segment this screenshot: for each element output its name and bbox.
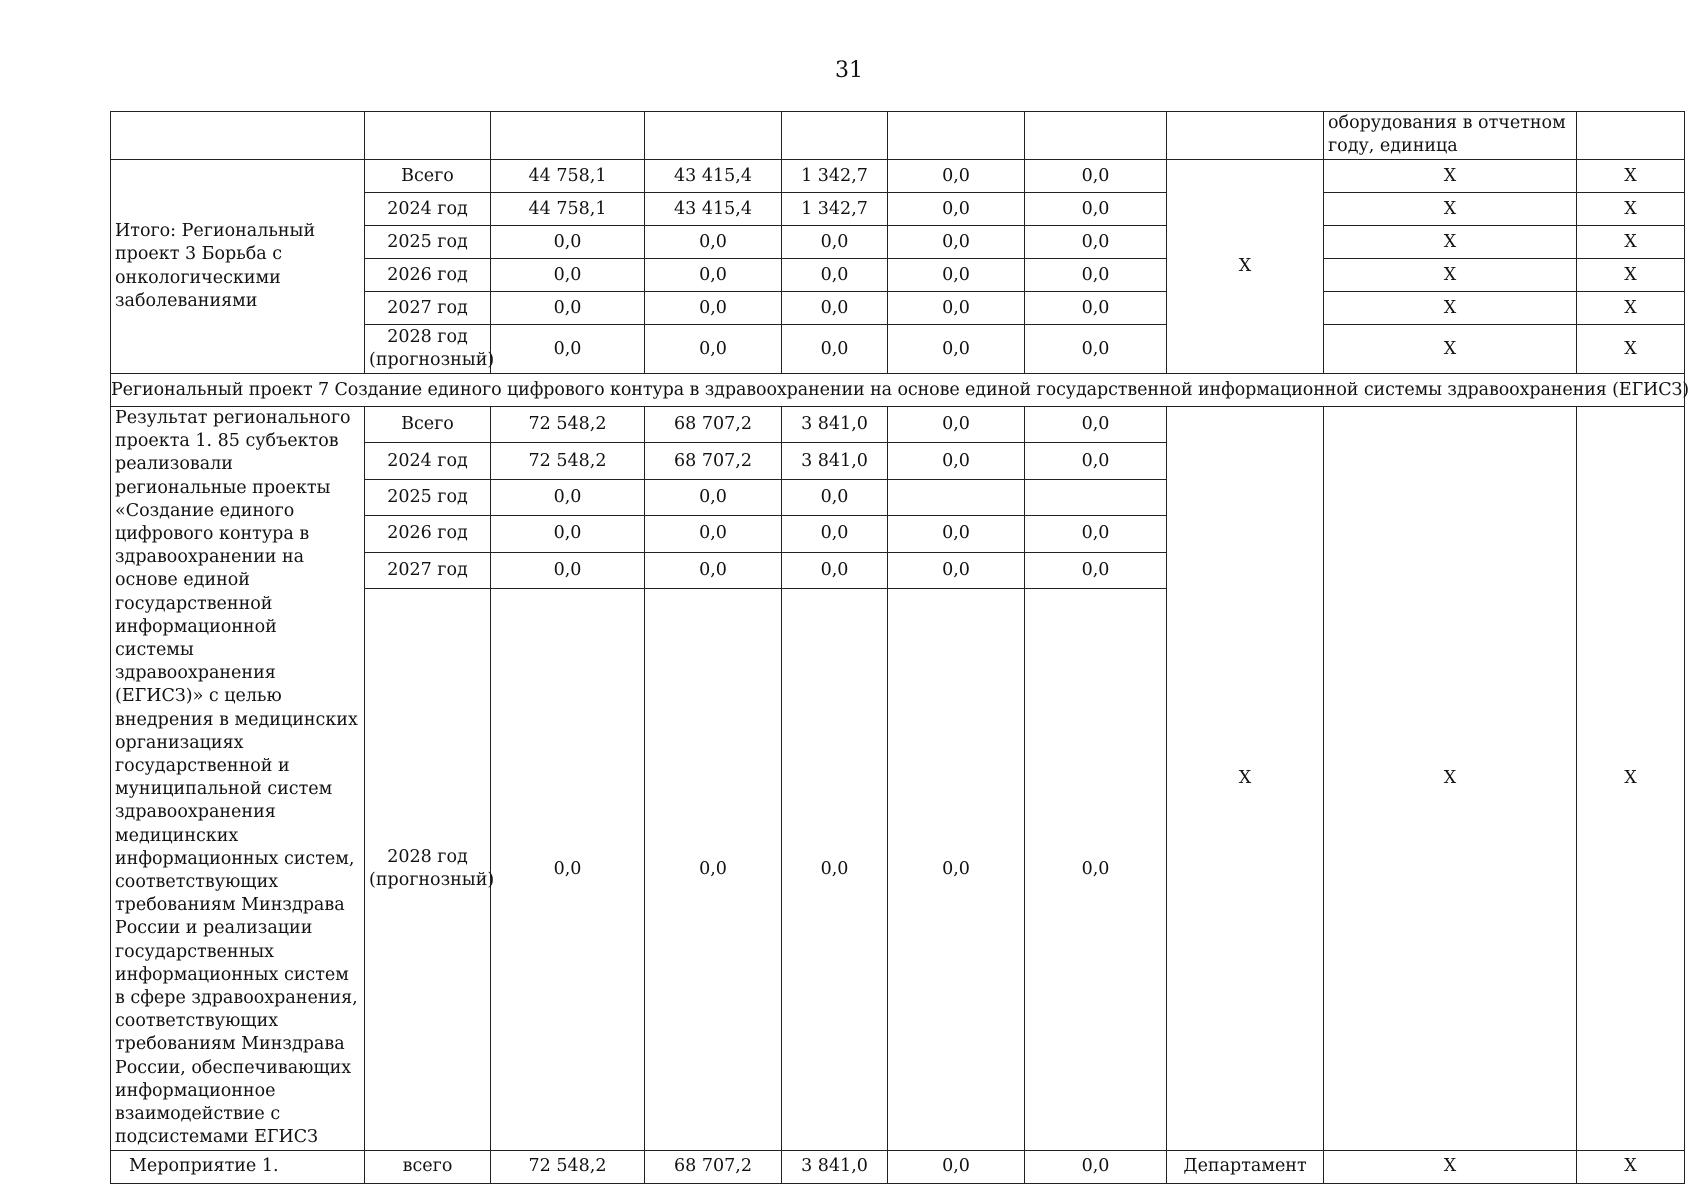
value-cell: 0,0: [888, 259, 1025, 292]
value-cell: 0,0: [491, 226, 645, 259]
value-cell: 3 841,0: [782, 407, 888, 443]
value-cell: 0,0: [782, 325, 888, 374]
value-cell: 0,0: [782, 479, 888, 515]
value-cell: 0,0: [1025, 588, 1167, 1150]
value-cell: 0,0: [491, 588, 645, 1150]
value-cell: 0,0: [1025, 552, 1167, 588]
value-cell: 0,0: [888, 407, 1025, 443]
value-cell: 72 548,2: [491, 1150, 645, 1183]
value-cell: 0,0: [888, 552, 1025, 588]
value-cell: 0,0: [1025, 259, 1167, 292]
value-cell: 0,0: [1025, 292, 1167, 325]
value-cell: [888, 479, 1025, 515]
value-cell: 0,0: [888, 588, 1025, 1150]
table-cell: [111, 112, 365, 160]
value-cell: 72 548,2: [491, 443, 645, 479]
budget-table: [110, 111, 1690, 1184]
responsible-cell: Департамент: [1167, 1150, 1324, 1183]
table-cell: [645, 112, 782, 160]
x-cell: X: [1324, 193, 1577, 226]
x-cell: X: [1577, 325, 1685, 374]
value-cell: 0,0: [888, 160, 1025, 193]
year-cell: Всего: [365, 407, 491, 443]
value-cell: 0,0: [782, 588, 888, 1150]
value-cell: 0,0: [782, 226, 888, 259]
x-cell: X: [1324, 160, 1577, 193]
year-cell: 2025 год: [365, 226, 491, 259]
x-cell: X: [1577, 259, 1685, 292]
value-cell: 0,0: [782, 259, 888, 292]
result-label: Результат регионального проекта 1. 85 субъектов реализовали региональные проекты «Создание единого цифрового контура в здравоохранении на основе единой государственной информационной системы здравоохранения (ЕГИСЗ)» с целью внедрения в медицинских организациях государственной и муниципальной систем здравоохранения медицинских информационных систем, соответствующих требованиям Минздрава России и реализации государственных информационных систем в сфере здравоохранения, соответствующих требованиям Минздрава России, обеспечивающих информационное взаимодействие с подсистемами ЕГИСЗ: [111, 407, 365, 1151]
value-cell: 44 758,1: [491, 160, 645, 193]
value-cell: 0,0: [782, 292, 888, 325]
x-cell: X: [1324, 259, 1577, 292]
value-cell: 0,0: [491, 552, 645, 588]
x-cell: X: [1577, 160, 1685, 193]
value-cell: 72 548,2: [491, 407, 645, 443]
value-cell: [1025, 479, 1167, 515]
table-cell: [782, 112, 888, 160]
value-cell: 0,0: [491, 516, 645, 552]
year-cell: 2026 год: [365, 259, 491, 292]
value-cell: 0,0: [888, 193, 1025, 226]
table-cell: [365, 112, 491, 160]
value-cell: 44 758,1: [491, 193, 645, 226]
value-cell: 0,0: [1025, 325, 1167, 374]
page-number: 31: [835, 58, 863, 83]
value-cell: 0,0: [645, 259, 782, 292]
table-cell: [888, 112, 1025, 160]
x-cell: X: [1324, 1150, 1577, 1183]
value-cell: 0,0: [1025, 407, 1167, 443]
table-cell: [1577, 112, 1685, 160]
value-cell: 0,0: [1025, 226, 1167, 259]
value-cell: 0,0: [782, 516, 888, 552]
x-cell: X: [1577, 292, 1685, 325]
value-cell: 68 707,2: [645, 407, 782, 443]
value-cell: 0,0: [1025, 193, 1167, 226]
table-cell: [1025, 112, 1167, 160]
year-cell: Всего: [365, 160, 491, 193]
table-row: [111, 160, 1685, 193]
value-cell: 68 707,2: [645, 1150, 782, 1183]
responsible-cell: X: [1167, 160, 1324, 374]
value-cell: 0,0: [491, 479, 645, 515]
table-row: [111, 112, 1685, 160]
x-cell: X: [1324, 325, 1577, 374]
x-cell: X: [1324, 292, 1577, 325]
value-cell: 0,0: [782, 552, 888, 588]
value-cell: 0,0: [645, 552, 782, 588]
x-cell: X: [1577, 1150, 1685, 1183]
x-cell: X: [1577, 226, 1685, 259]
year-cell: 2026 год: [365, 516, 491, 552]
table-cell: [1167, 112, 1324, 160]
table-row: [111, 374, 1685, 407]
value-cell: 0,0: [888, 325, 1025, 374]
year-cell: 2024 год: [365, 443, 491, 479]
year-cell: 2024 год: [365, 193, 491, 226]
table-row: [111, 1150, 1685, 1183]
value-cell: 0,0: [888, 516, 1025, 552]
indicator-cell: оборудования в отчетном году, единица: [1324, 112, 1577, 160]
value-cell: 0,0: [888, 226, 1025, 259]
responsible-cell: X: [1167, 407, 1324, 1151]
value-cell: 0,0: [645, 479, 782, 515]
section-title: Региональный проект 7 Создание единого цифрового контура в здравоохранении на основе единой государственной информационной системы здравоохранения (ЕГИСЗ): [111, 374, 1685, 407]
value-cell: 0,0: [888, 292, 1025, 325]
value-cell: 0,0: [491, 292, 645, 325]
year-cell: 2028 год (прогнозный): [365, 588, 491, 1150]
table-cell: [491, 112, 645, 160]
value-cell: 0,0: [1025, 516, 1167, 552]
value-cell: 0,0: [645, 588, 782, 1150]
value-cell: 0,0: [1025, 160, 1167, 193]
year-cell: 2028 год (прогнозный): [365, 325, 491, 374]
value-cell: 0,0: [888, 443, 1025, 479]
x-cell: X: [1324, 407, 1577, 1151]
x-cell: X: [1324, 226, 1577, 259]
value-cell: 0,0: [888, 1150, 1025, 1183]
year-cell: всего: [365, 1150, 491, 1183]
year-cell: 2027 год: [365, 292, 491, 325]
value-cell: 43 415,4: [645, 193, 782, 226]
value-cell: 0,0: [491, 325, 645, 374]
value-cell: 0,0: [1025, 1150, 1167, 1183]
x-cell: X: [1577, 193, 1685, 226]
table-row: [111, 407, 1685, 443]
year-cell: 2027 год: [365, 552, 491, 588]
value-cell: 0,0: [645, 292, 782, 325]
value-cell: 0,0: [1025, 443, 1167, 479]
value-cell: 68 707,2: [645, 443, 782, 479]
value-cell: 0,0: [645, 226, 782, 259]
value-cell: 1 342,7: [782, 160, 888, 193]
value-cell: 3 841,0: [782, 443, 888, 479]
x-cell: X: [1577, 407, 1685, 1151]
value-cell: 1 342,7: [782, 193, 888, 226]
measure-label: Мероприятие 1.: [111, 1150, 365, 1183]
value-cell: 3 841,0: [782, 1150, 888, 1183]
value-cell: 0,0: [491, 259, 645, 292]
value-cell: 0,0: [645, 516, 782, 552]
value-cell: 43 415,4: [645, 160, 782, 193]
value-cell: 0,0: [645, 325, 782, 374]
itogo-label: Итого: Региональный проект 3 Борьба с онкологическими заболеваниями: [111, 160, 365, 374]
year-cell: 2025 год: [365, 479, 491, 515]
